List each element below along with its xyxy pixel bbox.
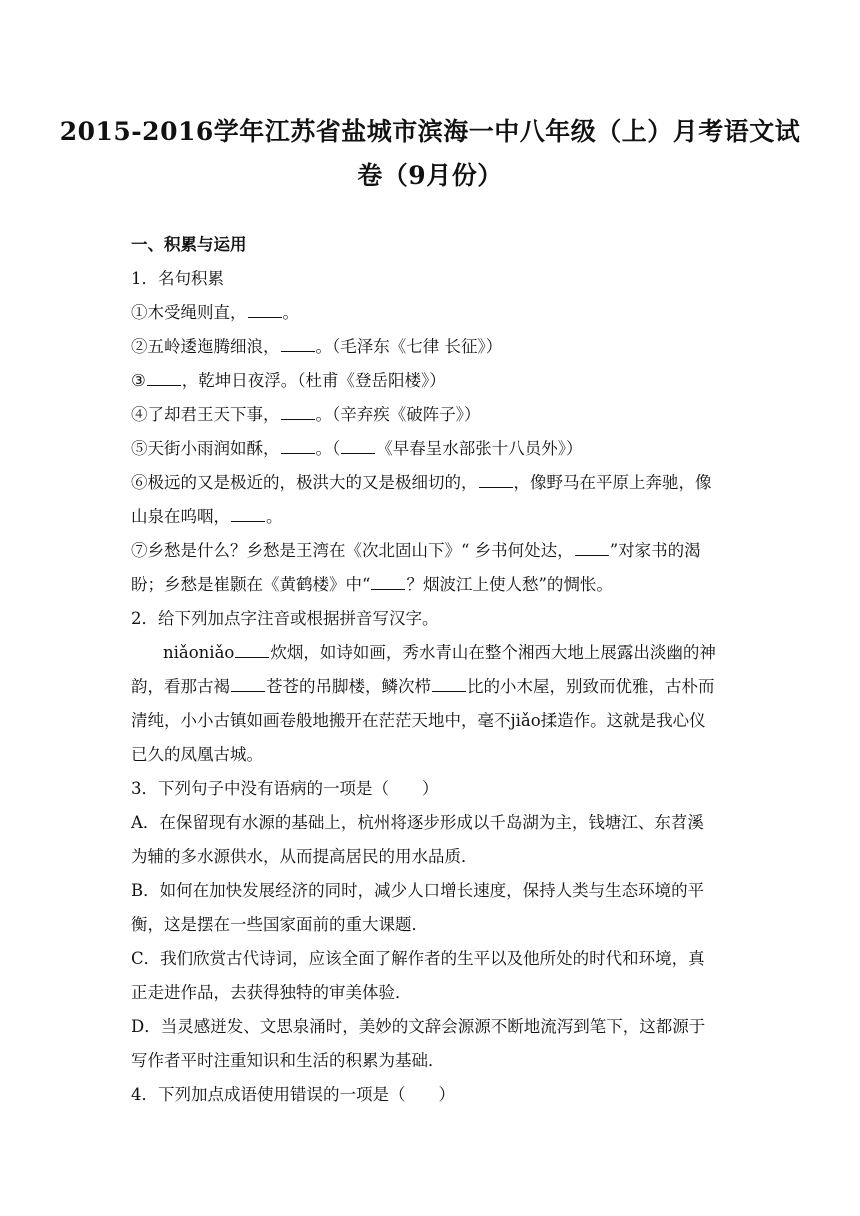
option-d-cont: 写作者平时注重知识和生活的积累为基础． — [131, 1051, 445, 1070]
option-c: C．我们欣赏古代诗词，应该全面了解作者的生平以及他所处的时代和环境，真 — [131, 949, 705, 968]
question-1-item-3: ③ ，乾坤日夜浮。（杜甫《登岳阳楼》） — [131, 371, 446, 390]
answer-blank[interactable] — [231, 507, 265, 522]
answer-blank[interactable] — [281, 439, 315, 454]
page-title-continued: 卷（9月份） — [357, 161, 503, 190]
question-1-item-4: ④了却君王天下事， 。（辛弃疾《破阵子》） — [131, 405, 481, 424]
option-a-cont: 为辅的多水源供水，从而提高居民的用水品质． — [131, 847, 478, 866]
question-2-passage: niǎoniǎo 炊烟，如诗如画，秀水青山在整个湘西大地上展露出淡幽的神 — [163, 643, 716, 662]
question-1-item-7-cont: 盼；乡愁是崔颢在《黄鹤楼》中“ ？烟波江上使人愁”的惆怅。 — [131, 575, 613, 594]
answer-blank[interactable] — [147, 371, 181, 386]
answer-blank[interactable] — [281, 337, 315, 352]
question-2-passage: 清纯，小小古镇如画卷般地搬开在茫茫天地中，毫不jiǎo揉造作。这就是我心仪 — [131, 711, 706, 730]
question-1-item-5: ⑤天街小雨润如酥， 。（ 《早春呈水部张十八员外》） — [131, 439, 583, 458]
question-3-heading: 3．下列句子中没有语病的一项是（ ） — [131, 779, 439, 798]
page-title: 2015-2016学年江苏省盐城市滨海一中八年级（上）月考语文试 — [59, 117, 801, 146]
question-4-heading: 4．下列加点成语使用错误的一项是（ ） — [131, 1085, 455, 1104]
answer-blank[interactable] — [248, 303, 282, 318]
option-b: B．如何在加快发展经济的同时，减少人口增长速度，保持人类与生态环境的平 — [131, 881, 705, 900]
question-1-item-1: ①木受绳则直， 。 — [131, 303, 299, 322]
option-a: A．在保留现有水源的基础上，杭州将逐步形成以千岛湖为主，钱塘江、东苕溪 — [131, 813, 704, 832]
answer-blank[interactable] — [235, 643, 269, 658]
question-2-heading: 2．给下列加点字注音或根据拼音写汉字。 — [131, 609, 439, 628]
option-b-cont: 衡，这是摆在一些国家面前的重大课题． — [131, 915, 428, 934]
answer-blank[interactable] — [432, 677, 466, 692]
answer-blank[interactable] — [341, 439, 375, 454]
option-d: D．当灵感迸发、文思泉涌时，美妙的文辞会源源不断地流泻到笔下，这都源于 — [131, 1017, 706, 1036]
answer-blank[interactable] — [479, 473, 513, 488]
question-1-item-6-cont: 山泉在呜咽， 。 — [131, 507, 283, 526]
answer-blank[interactable] — [371, 575, 405, 590]
answer-blank[interactable] — [231, 677, 265, 692]
question-1-item-7: ⑦乡愁是什么？乡愁是王湾在《次北固山下》“ 乡书何处达， ”对家书的渴 — [131, 541, 701, 560]
answer-blank[interactable] — [281, 405, 315, 420]
question-2-passage: 韵，看那古褐 苍苍的吊脚楼，鳞次栉 比的小木屋，别致而优雅，古朴而 — [131, 677, 715, 696]
question-1-item-2: ②五岭逶迤腾细浪， 。（毛泽东《七律 长征》） — [131, 337, 503, 356]
question-1-item-6: ⑥极远的又是极近的，极洪大的又是极细切的， ，像野马在平原上奔驰，像 — [131, 473, 712, 492]
section-heading: 一、积累与运用 — [131, 235, 247, 254]
question-1-heading: 1．名句积累 — [131, 269, 224, 288]
question-2-passage: 已久的凤凰古城。 — [131, 745, 263, 764]
option-c-cont: 正走进作品，去获得独特的审美体验． — [131, 983, 412, 1002]
answer-blank[interactable] — [575, 541, 609, 556]
